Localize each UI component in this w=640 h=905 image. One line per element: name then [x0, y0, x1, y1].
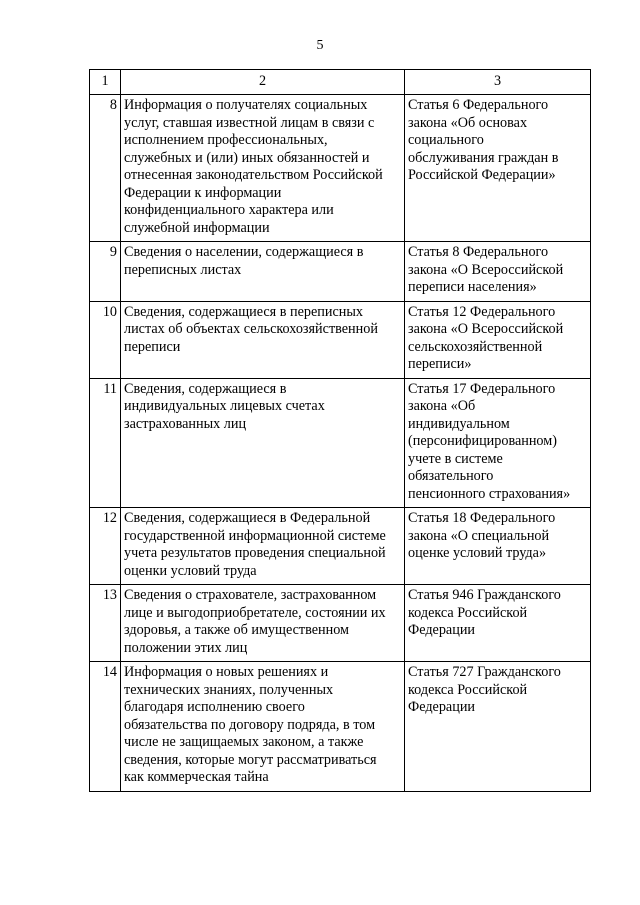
- row-number: 12: [90, 508, 121, 585]
- header-cell-3: 3: [405, 70, 591, 95]
- row-number: 10: [90, 301, 121, 378]
- table-row: [90, 95, 591, 242]
- info-cell: Сведения, содержащиеся в переписных листах об объектах сельскохозяйственной переписи: [121, 301, 405, 378]
- info-cell: Информация о новых решениях и технических знаниях, полученных благодаря исполнению своего обязательства по договору подряда, в том числе не защищаемых законом, а также сведения, которые могут рассматриваться как коммерческая тайна: [121, 662, 405, 792]
- table-header-row: [90, 70, 591, 95]
- header-cell-1: 1: [90, 70, 121, 95]
- source-cell: Статья 6 Федерального закона «Об основах социального обслуживания граждан в Российской Федерации»: [405, 95, 591, 242]
- row-number: 14: [90, 662, 121, 792]
- source-cell: Статья 8 Федерального закона «О Всероссийской переписи населения»: [405, 242, 591, 302]
- info-cell: Сведения, содержащиеся в индивидуальных лицевых счетах застрахованных лиц: [121, 378, 405, 508]
- source-cell: Статья 17 Федерального закона «Об индивидуальном (персонифицированном) учете в системе обязательного пенсионного страхования»: [405, 378, 591, 508]
- info-cell: Сведения о страхователе, застрахованном лице и выгодоприобретателе, состоянии их здоровья, а также об имущественном положении этих лиц: [121, 585, 405, 662]
- info-cell: Сведения о населении, содержащиеся в переписных листах: [121, 242, 405, 302]
- header-cell-2: 2: [121, 70, 405, 95]
- table-row: [90, 508, 591, 585]
- row-number: 13: [90, 585, 121, 662]
- source-cell: Статья 727 Гражданского кодекса Российской Федерации: [405, 662, 591, 792]
- page-number: 5: [316, 38, 324, 53]
- info-cell: Информация о получателях социальных услуг, ставшая известной лицам в связи с исполнением профессиональных, служебных и (или) иных обязанностей и отнесенная законодательством Российской Федерации к информации конфиденциального характера или служебной информации: [121, 95, 405, 242]
- table-row: [90, 378, 591, 508]
- table-row: [90, 662, 591, 792]
- source-cell: Статья 18 Федерального закона «О специальной оценке условий труда»: [405, 508, 591, 585]
- table-row: [90, 301, 591, 378]
- source-cell: Статья 12 Федерального закона «О Всероссийской сельскохозяйственной переписи»: [405, 301, 591, 378]
- row-number: 11: [90, 378, 121, 508]
- table-row: [90, 585, 591, 662]
- row-number: 8: [90, 95, 121, 242]
- info-cell: Сведения, содержащиеся в Федеральной государственной информационной системе учета результатов проведения специальной оценки условий труда: [121, 508, 405, 585]
- row-number: 9: [90, 242, 121, 302]
- table-row: [90, 242, 591, 302]
- legal-table: [89, 69, 591, 792]
- source-cell: Статья 946 Гражданского кодекса Российской Федерации: [405, 585, 591, 662]
